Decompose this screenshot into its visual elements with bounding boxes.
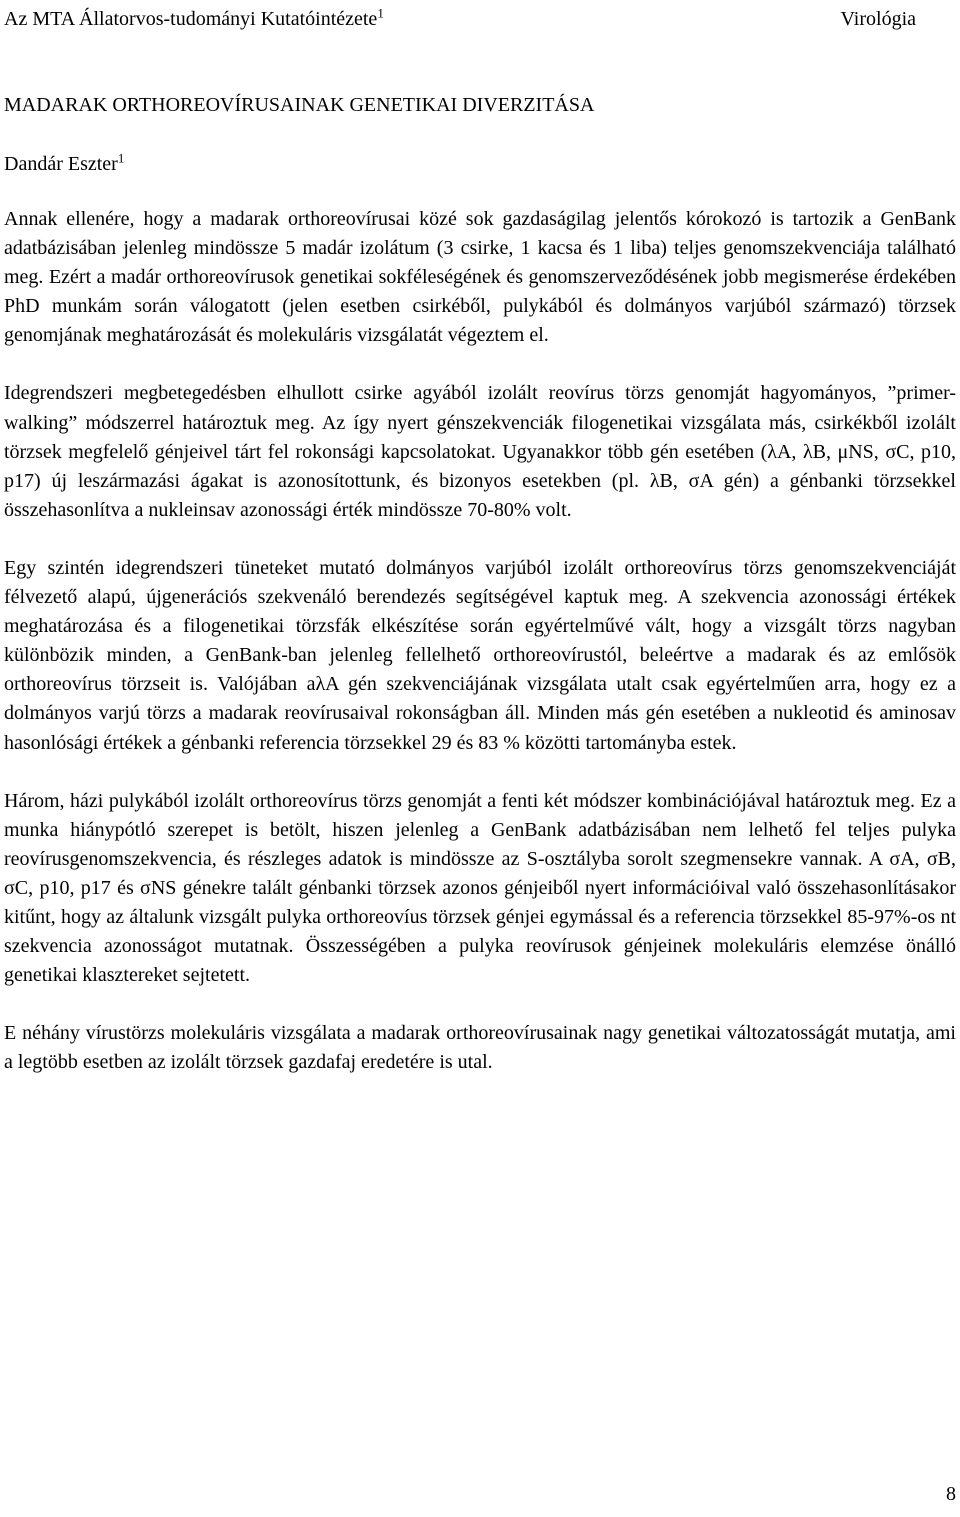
header-section: Virológia (840, 8, 916, 30)
paragraph-chicken: Idegrendszeri megbetegedésben elhullott csirke agyából izolált reovírus törzs genomját hagyományos, ”primer-walking” módszerrel határoztuk meg. Az így nyert génszekvenciák filogenetikai vizsgálata más, csirkékből izolált törzsek megfelelő génjeivel tárt fel rokonsági kapcsolatokat. Ugyanakkor több gén esetében (λA, λB, μNS, σC, p10, p17) új leszármazási ágakat is azonosítottunk, és bizonyos esetekben (pl. λB, σA gén) a génbanki törzsekkel összehasonlítva a nukleinsav azonossági érték mindössze 70-80% volt. (4, 382, 956, 521)
author-line (4, 151, 124, 177)
page-number: 8 (946, 1483, 956, 1505)
paragraph-conclusion: E néhány vírustörzs molekuláris vizsgálata a madarak orthoreovírusainak nagy genetikai változatosságát mutatja, ami a legtöbb esetben az izolált törzsek gazdafaj eredetére is utal. (4, 1022, 956, 1074)
institute-footnote-marker: 1 (377, 5, 384, 21)
header-institute: Az MTA Állatorvos-tudományi Kutatóintézete$^1$ (4, 5, 384, 30)
paragraph-crow: Egy szintén idegrendszeri tüneteket mutató dolmányos varjúból izolált orthoreovírus törzs genomszekvenciáját félvezető alapú, újgenerációs szekvenáló berendezés segítségével kaptuk meg. A szekvencia azonossági értékek meghatározása és a filogenetikai törzsfák elkészítése során egyértelművé vált, hogy a vizsgált törzs nagyban különbözik minden, a GenBank-ban jelenleg fellelhető orthoreovírustól, beleértve a madarak és az emlősök orthoreovírus törzseit is. Valójában aλA gén szekvenciájának vizsgálata utalt csak egyértelműen arra, hogy ez a dolmányos varjú törzs a madarak reovírusaival rokonságban áll. Minden más gén esetében a nukleotid és aminosav hasonlósági értékek a génbanki referencia törzsekkel 29 és 83 % közötti tartományba estek. (4, 556, 956, 754)
abstract-body (4, 205, 956, 1106)
document-title: MADARAK ORTHOREOVÍRUSAINAK GENETIKAI DIVERZITÁSA (4, 94, 595, 116)
author-footnote-marker: 1 (117, 150, 125, 166)
author-name: Dandár Eszter (4, 153, 118, 175)
page-header (4, 6, 916, 36)
paragraph-intro: Annak ellenére, hogy a madarak orthoreovírusai közé sok gazdaságilag jelentős kórokozó is tartozik a GenBank adatbázisában jelenleg mindössze 5 madár izolátum (3 csirke, 1 kacsa és 1 liba) teljes genomszekvenciája található meg. Ezért a madár orthoreovírusok genetikai sokféleségének és genomszerveződésének jobb megismerése érdekében PhD munkám során válogatott (jelen esetben csirkéből, pulykából és dolmányos varjúból származó) törzsek genomjának meghatározását és molekuláris vizsgálatát végeztem el. (4, 208, 956, 347)
paragraph-turkey: Három, házi pulykából izolált orthoreovírus törzs genomját a fenti két módszer kombinációjával határoztuk meg. Ez a munka hiánypótló szerepet is betölt, hiszen jelenleg a GenBank adatbázisában nem lelhető fel teljes pulyka reovírusgenomszekvencia, és részleges adatok is mindössze az S-osztályba sorolt szegmensekre vannak. A σA, σB, σC, p10, p17 és σNS génekre talált génbanki törzsek azonos génjeiből nyert információival való összehasonlításakor kitűnt, hogy az általunk vizsgált pulyka orthoreovíus törzsek génjei egymással és a referencia törzsekkel 85-97%-os nt szekvencia azonosságot mutatnak. Összességében a pulyka reovírusok génjeinek molekuláris elemzése önálló genetikai klasztereket sejtetett. (4, 789, 956, 987)
